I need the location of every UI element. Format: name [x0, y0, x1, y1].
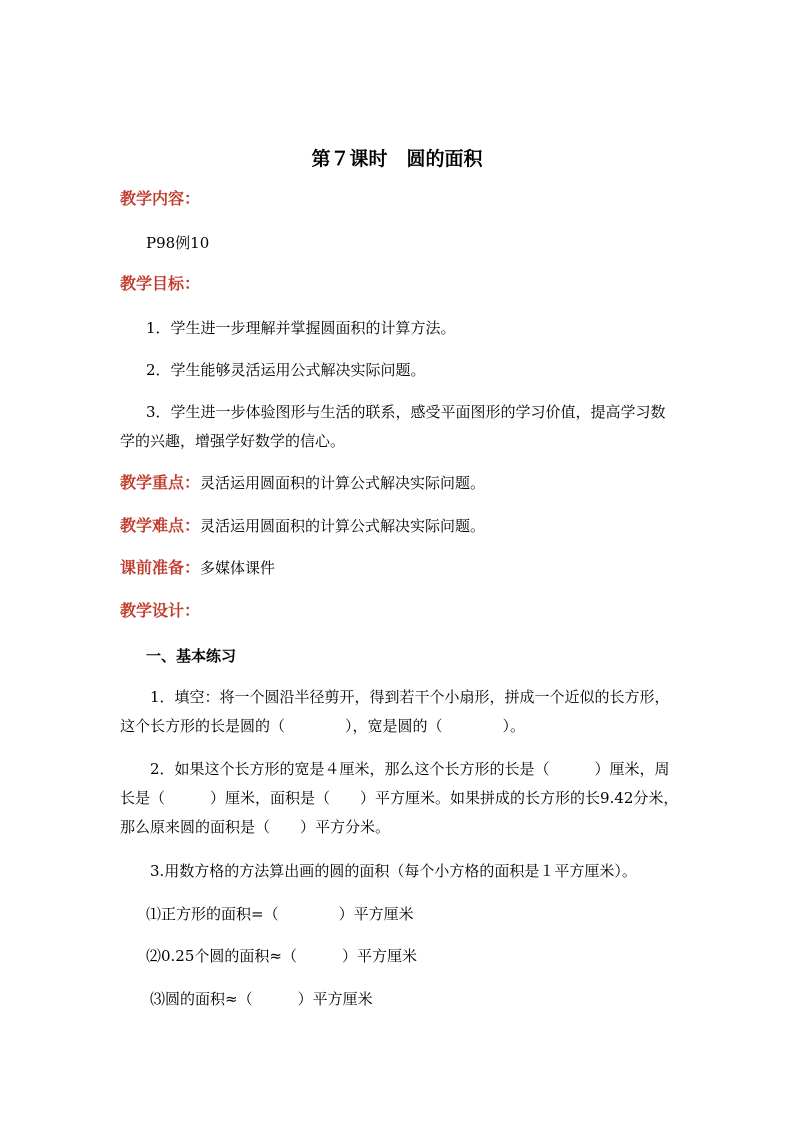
sub-item: ⑵0.25个圆的面积≈（ ）平方厘米 [146, 947, 417, 965]
page-title: 第７课时 圆的面积 [311, 148, 483, 170]
difficult-heading: 教学难点： [120, 516, 201, 535]
exercise-item: 1．填空：将一个圆沿半径剪开，得到若干个小扇形，拼成一个近似的长方形，这个长方形的长是圆的（ ），宽是圆的（ ）。 [120, 688, 670, 735]
preparation [120, 558, 275, 578]
goal-item: 2．学生能够灵活运用公式解决实际问题。 [146, 361, 426, 379]
sub-item: ⑶圆的面积≈（ ）平方厘米 [150, 990, 373, 1008]
prep-text: 多媒体课件 [200, 559, 276, 577]
content-heading: 教学内容： [120, 189, 201, 208]
difficult-text: 灵活运用圆面积的计算公式解决实际问题。 [200, 517, 486, 535]
goal-item: 3．学生进一步体验图形与生活的联系，感受平面图形的学习价值，提高学习数学的兴趣，增强学好数学的信心。 [120, 403, 666, 450]
key-point [120, 473, 485, 493]
key-heading: 教学重点： [120, 473, 201, 492]
goal-item: 1．学生进一步理解并掌握圆面积的计算方法。 [146, 319, 456, 337]
design-heading: 教学设计： [120, 601, 201, 620]
sub-item: ⑴正方形的面积=（ ）平方厘米 [146, 905, 414, 923]
exercise-item: 3.用数方格的方法算出画的圆的面积（每个小方格的面积是１平方厘米）。 [150, 862, 637, 880]
content-text: P98例10 [146, 234, 210, 252]
section-heading: 一、基本练习 [146, 647, 237, 665]
goals-heading: 教学目标： [120, 274, 201, 293]
prep-heading: 课前准备： [120, 558, 201, 577]
difficult-point [120, 516, 485, 536]
key-text: 灵活运用圆面积的计算公式解决实际问题。 [200, 474, 486, 492]
exercise-item: 2．如果这个长方形的宽是４厘米，那么这个长方形的长是（ ）厘米，周长是（ ）厘米，面积是（ ）平方厘米。如果拼成的长方形的长9.42分米，那么原来圆的面积是（ ）平方分米。 [120, 760, 679, 836]
